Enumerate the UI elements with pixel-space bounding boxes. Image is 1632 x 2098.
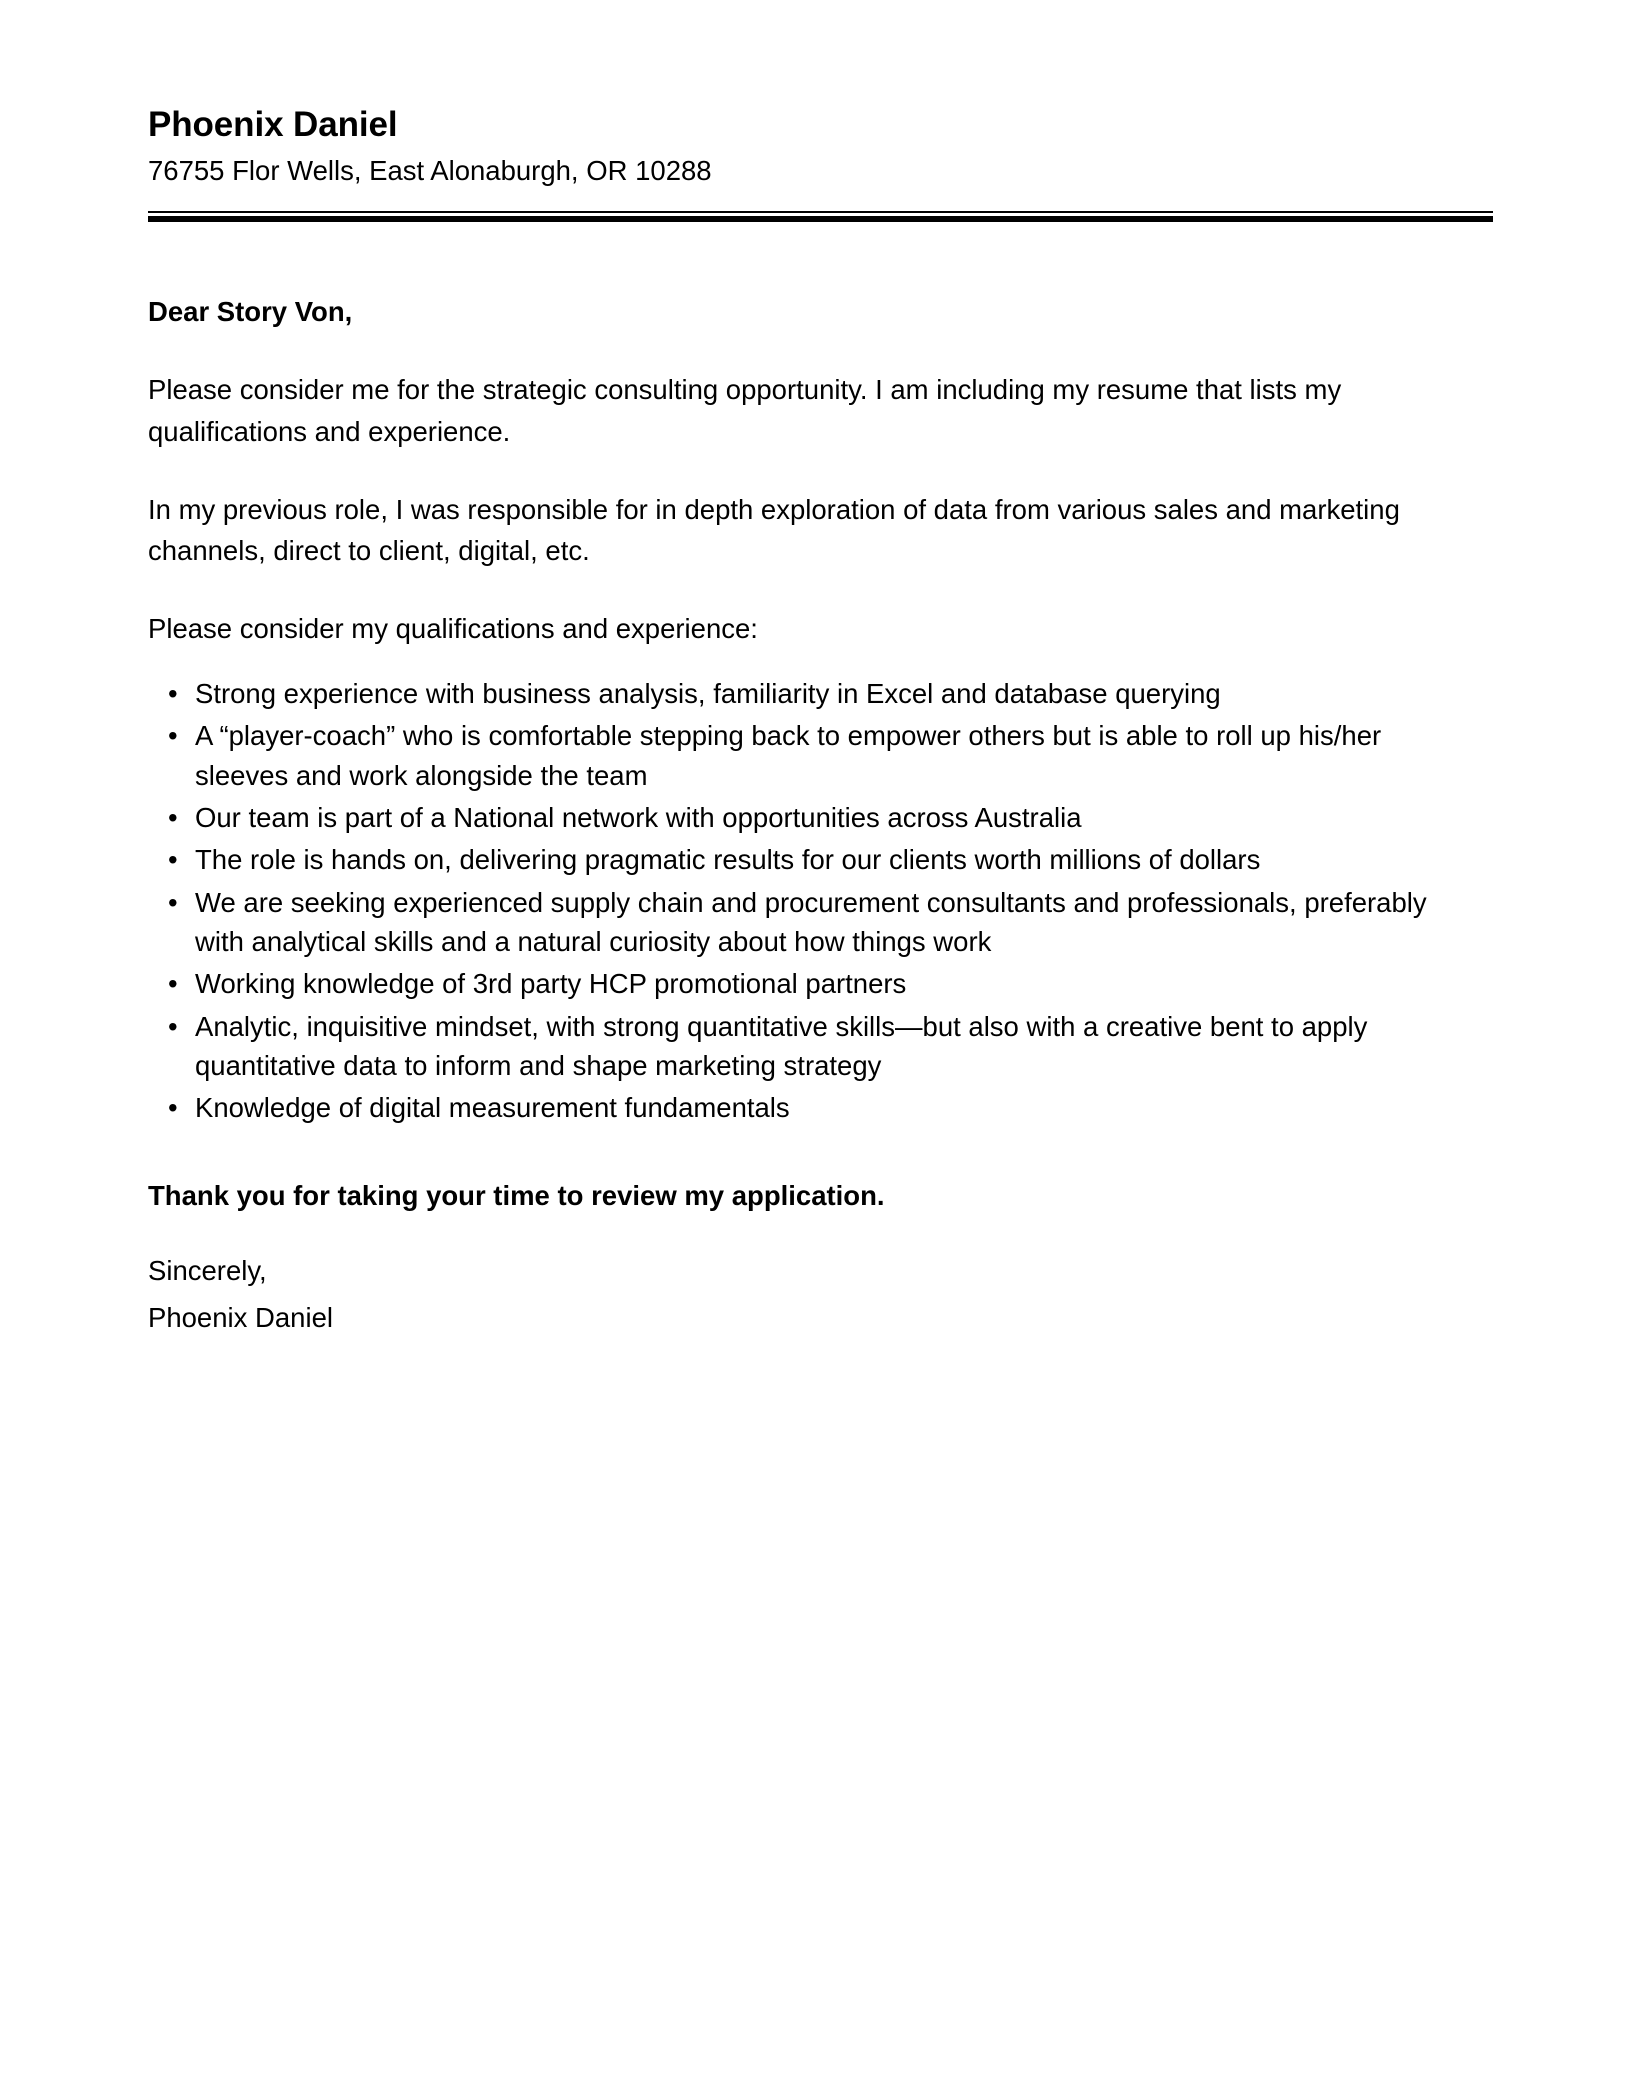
list-item-text: The role is hands on, delivering pragmatic results for our clients worth millions of dollars	[195, 844, 1261, 876]
list-item-text: Our team is part of a National network with opportunities across Australia	[195, 802, 1082, 834]
bullet-icon: •	[168, 844, 178, 876]
list-item	[148, 964, 1468, 1003]
list-item	[148, 840, 1468, 879]
bullet-icon: •	[168, 968, 178, 1000]
list-item	[148, 883, 1468, 962]
salutation: Dear Story Von,	[148, 296, 353, 328]
header-divider	[148, 211, 1493, 222]
list-item	[148, 1007, 1468, 1086]
bullet-icon: •	[168, 802, 178, 834]
list-item-text: Strong experience with business analysis, familiarity in Excel and database querying	[195, 678, 1221, 710]
letter-body	[148, 222, 1488, 1337]
sender-name: Phoenix Daniel	[148, 105, 398, 144]
bullet-icon: •	[168, 1092, 178, 1124]
list-item	[148, 716, 1468, 795]
list-item	[148, 674, 1468, 713]
bullet-icon: •	[168, 720, 178, 752]
bullet-icon: •	[168, 1010, 178, 1042]
list-item-text: Analytic, inquisitive mindset, with strong quantitative skills—but also with a creative bent to apply quantitative data to inform and shape marketing strategy	[195, 1010, 1368, 1081]
body-paragraph-1: Please consider me for the strategic consulting opportunity. I am including my resume that lists my qualifications and experience.	[148, 374, 1342, 447]
letter-content	[148, 0, 1488, 1337]
signoff-name: Phoenix Daniel	[148, 1301, 333, 1333]
bullet-icon: •	[168, 886, 178, 918]
list-item	[148, 798, 1468, 837]
list-item-text: We are seeking experienced supply chain and procurement consultants and professionals, preferably with analytical skills and a natural curiosity about how things work	[195, 886, 1427, 957]
list-item-text: Knowledge of digital measurement fundamentals	[195, 1092, 790, 1124]
list-item	[148, 1088, 1468, 1127]
sender-address: 76755 Flor Wells, East Alonaburgh, OR 10288	[148, 155, 712, 187]
bullet-icon: •	[168, 678, 178, 710]
letter-header	[148, 0, 1488, 222]
signoff: Sincerely,	[148, 1254, 267, 1286]
list-item-text: A “player-coach” who is comfortable stepping back to empower others but is able to roll up his/her sleeves and work alongside the team	[195, 720, 1382, 791]
closing-thanks: Thank you for taking your time to review my application.	[148, 1179, 885, 1211]
qualifications-list	[148, 674, 1468, 1127]
qualifications-intro: Please consider my qualifications and experience:	[148, 613, 758, 645]
list-item-text: Working knowledge of 3rd party HCP promotional partners	[195, 968, 907, 1000]
body-paragraph-2: In my previous role, I was responsible for in depth exploration of data from various sales and marketing channels, direct to client, digital, etc.	[148, 493, 1400, 567]
